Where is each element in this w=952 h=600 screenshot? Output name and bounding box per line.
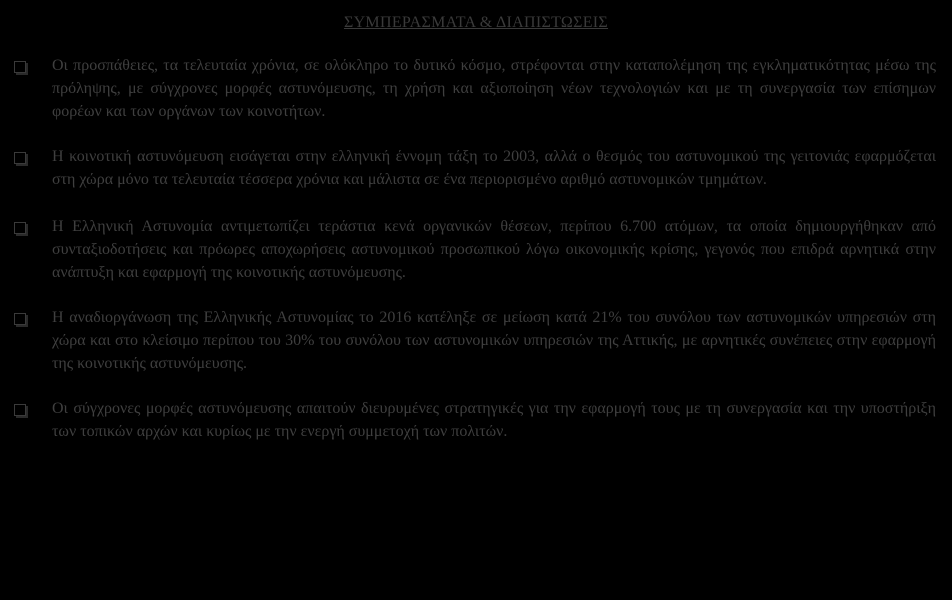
list-item <box>14 306 936 375</box>
list-item <box>14 54 936 123</box>
list-item <box>14 215 936 284</box>
bullet-text: Η κοινοτική αστυνόμευση εισάγεται στην ελληνική έννομη τάξη το 2003, αλλά ο θεσμός του αστυνομικού της γειτονιάς εφαρμόζεται στη χώρα μόνο τα τελευταία τέσσερα χρόνια και μάλιστα σε ένα περιορισμένο αριθμό αστυνομικών τμημάτων. <box>52 148 936 188</box>
bullet-text: Η Ελληνική Αστυνομία αντιμετωπίζει τεράστια κενά οργανικών θέσεων, περίπου 6.700 ατόμων, τα οποία δημιουργήθηκαν από συνταξιοδοτήσεις και πρόωρες αποχωρήσεις αστυνομικού προσωπικού λόγω οικονομικής κρίσης, γεγονός που επιδρά αρνητικά στην ανάπτυξη και εφαρμογή της κοινοτικής αστυνόμευσης. <box>52 218 936 281</box>
checkbox-icon <box>14 61 26 73</box>
bullet-text: Οι προσπάθειες, τα τελευταία χρόνια, σε ολόκληρο το δυτικό κόσμο, στρέφονται στην καταπολέμηση της εγκληματικότητας μέσω της πρόληψης, με σύγχρονες μορφές αστυνόμευσης, τη χρήση και αξιοποίηση νέων τεχνολογιών και με τη συνεργασία των επίσημων φορέων και των οργάνων των κοινοτήτων. <box>52 57 936 120</box>
slide-title: ΣΥΜΠΕΡΑΣΜΑΤΑ & ΔΙΑΠΙΣΤΩΣΕΙΣ <box>343 14 609 31</box>
bullet-list <box>14 54 936 465</box>
checkbox-icon <box>14 152 26 164</box>
bullet-text: Η αναδιοργάνωση της Ελληνικής Αστυνομίας το 2016 κατέληξε σε μείωση κατά 21% του συνόλου των αστυνομικών υπηρεσιών στη χώρα και στο κλείσιμο περίπου του 30% του συνόλου των αστυνομικών υπηρεσιών της Αττικής, με αρνητικές συνέπειες στην εφαρμογή της κοινοτικής αστυνόμευσης. <box>52 309 936 372</box>
list-item <box>14 145 936 191</box>
checkbox-icon <box>14 222 26 234</box>
bullet-text: Οι σύγχρονες μορφές αστυνόμευσης απαιτούν διευρυμένες στρατηγικές για την εφαρμογή τους με τη συνεργασία και την υποστήριξη των τοπικών αρχών και κυρίως με την ενεργή συμμετοχή των πολιτών. <box>52 400 936 440</box>
checkbox-icon <box>14 313 26 325</box>
list-item <box>14 397 936 443</box>
checkbox-icon <box>14 404 26 416</box>
